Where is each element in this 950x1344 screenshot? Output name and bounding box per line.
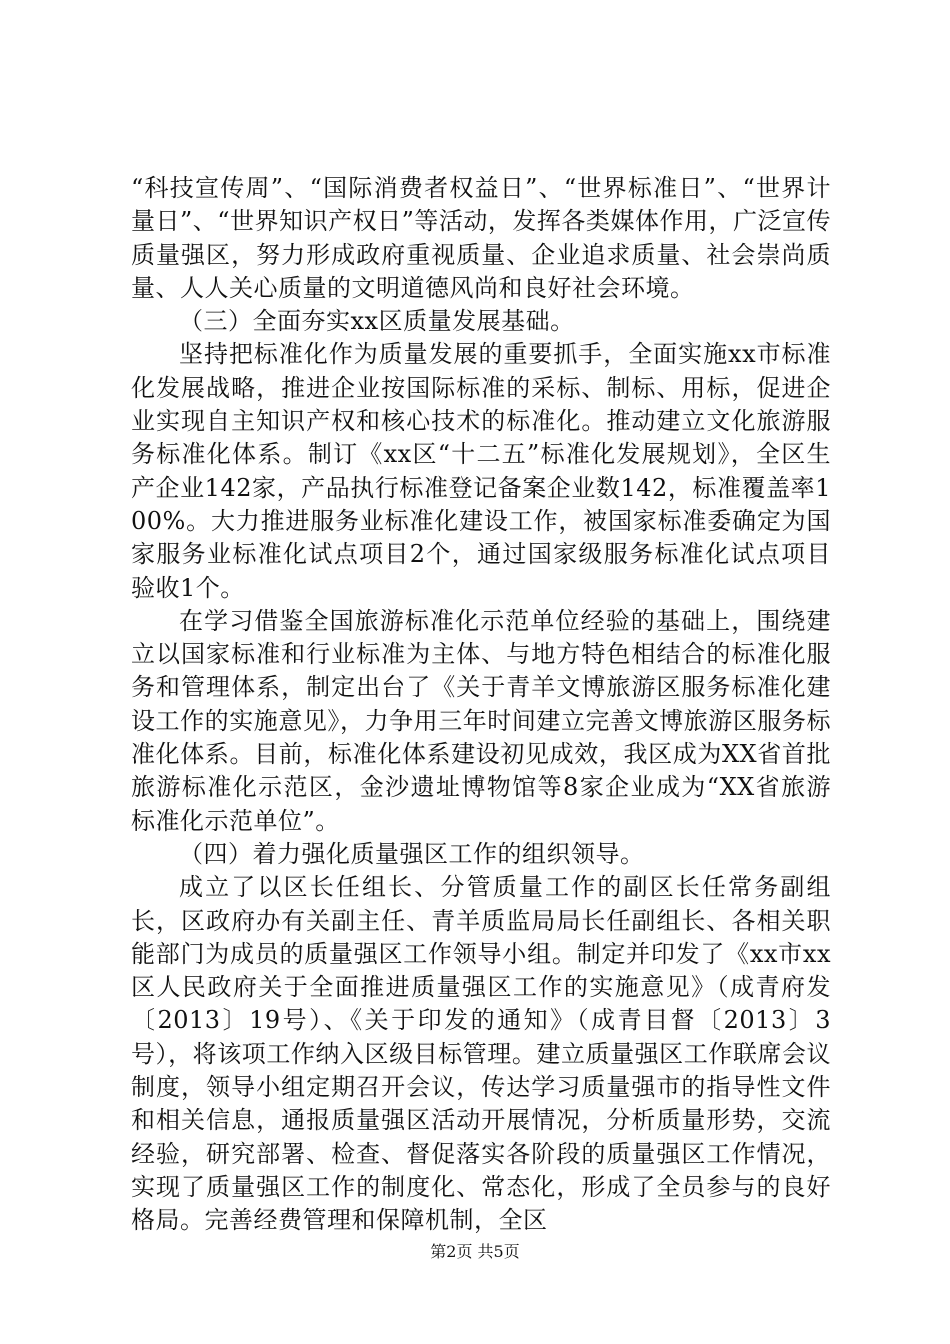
paragraph-standardization: 坚持把标准化作为质量发展的重要抓手，全面实施xx市标准化发展战略，推进企业按国际标准的采标、制标、用标，促进企业实现自主知识产权和核心技术的标准化。推动建立文化旅游服务标准化体系。制订《xx区“十二五”标准化发展规划》，全区生产企业142家，产品执行标准登记备案企业数142，标准覆盖率100%。大力推进服务业标准化建设工作，被国家标准委确定为国家服务业标准化试点项目2个，通过国家级服务标准化试点项目验收1个。	[131, 340, 831, 602]
paragraph-tourism-standard: 在学习借鉴全国旅游标准化示范单位经验的基础上，围绕建立以国家标准和行业标准为主体、与地方特色相结合的标准化服务和管理体系，制定出台了《关于青羊文博旅游区服务标准化建设工作的实施意见》，力争用三年时间建立完善文博旅游区服务标准化体系。目前，标准化体系建设初见成效，我区成为XX省首批旅游标准化示范区，金沙遗址博物馆等8家企业成为“XX省旅游标准化示范单位”。	[131, 606, 831, 835]
document-body	[131, 172, 831, 1238]
paragraph-leadership: 成立了以区长任组长、分管质量工作的副区长任常务副组长，区政府办有关副主任、青羊质监局局长任副组长、各相关职能部门为成员的质量强区工作领导小组。制定并印发了《xx市xx区人民政府关于全面推进质量强区工作的实施意见》（成青府发〔2013〕19号）、《关于印发的通知》（成青目督〔2013〕3号），将该项工作纳入区级目标管理。建立质量强区工作联席会议制度，领导小组定期召开会议，传达学习质量强市的指导性文件和相关信息，通报质量强区活动开展情况，分析质量形势，交流经验，研究部署、检查、督促落实各阶段的质量强区工作情况，实现了质量强区工作的制度化、常态化，形成了全员参与的良好格局。完善经费管理和保障机制，全区	[131, 873, 831, 1235]
section-heading-3: （三）全面夯实xx区质量发展基础。	[179, 307, 575, 336]
paragraph-continued: “科技宣传周”、“国际消费者权益日”、“世界标准日”、“世界计量日”、“世界知识产权日”等活动，发挥各类媒体作用，广泛宣传质量强区，努力形成政府重视质量、企业追求质量、社会崇尚质量、人人关心质量的文明道德风尚和良好社会环境。	[131, 174, 831, 302]
section-heading-4: （四）着力强化质量强区工作的组织领导。	[179, 839, 645, 868]
page-number-footer: 第2页 共5页	[430, 1242, 520, 1261]
